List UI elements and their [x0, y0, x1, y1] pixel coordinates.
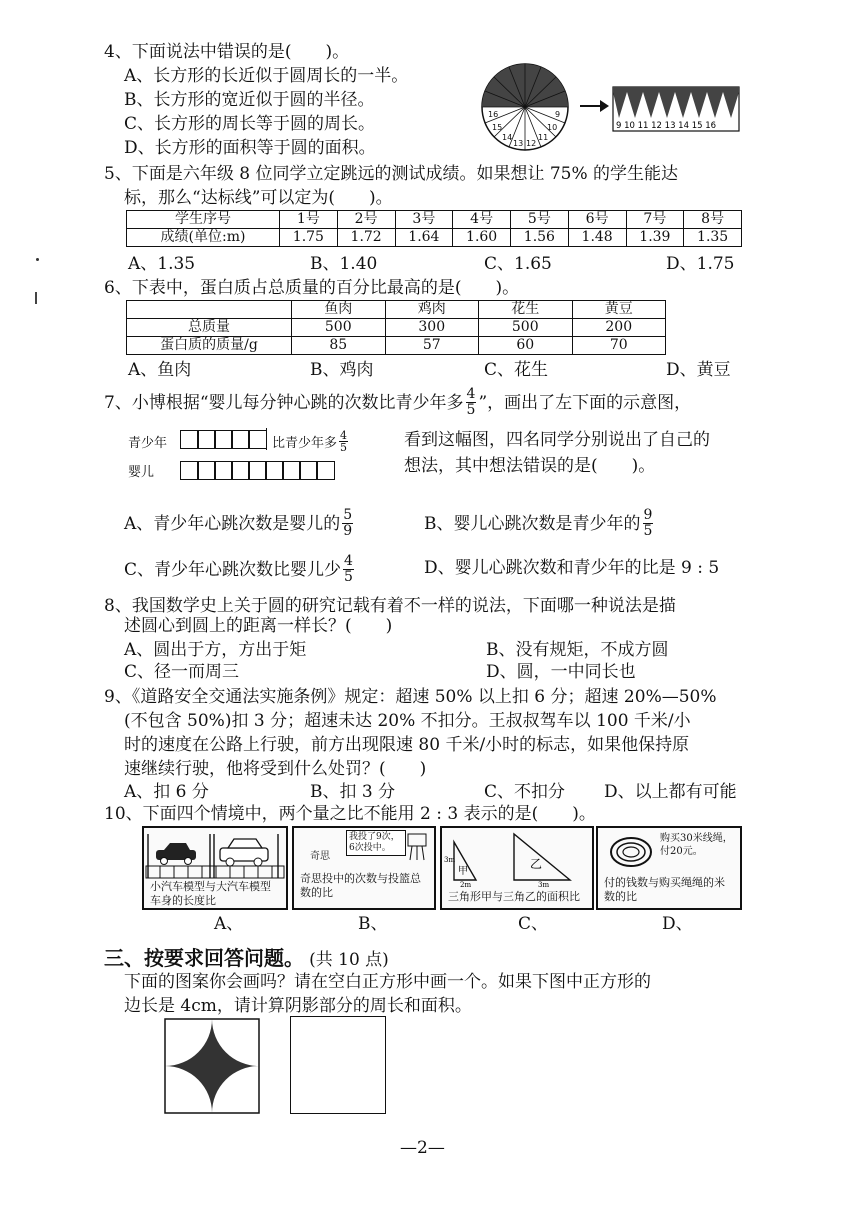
q6-cell: 300	[385, 319, 479, 337]
q5-value-cell: 1.64	[395, 229, 453, 247]
q5-header-cell: 3号	[395, 211, 453, 229]
blank-drawing-square[interactable]	[290, 1016, 386, 1114]
q4-rearranged-strip	[612, 86, 740, 132]
q9-line4: 速继续行驶，他将受到什么处罚？( )	[124, 759, 427, 779]
q5-value-cell: 1.56	[511, 229, 569, 247]
q7-compare-label: 比青少年多 $\frac{4}{5}$	[272, 429, 348, 454]
q5-value-cell: 1.60	[453, 229, 511, 247]
q10-bubble-b: 我投了9次，6次投中。	[346, 830, 406, 856]
q4-circle-diagram	[480, 62, 570, 152]
q6-total-row	[127, 319, 666, 337]
q6-cell: 57	[385, 337, 479, 355]
tri-label-jia: 甲	[458, 866, 468, 877]
q6-row2-label: 蛋白质的质量/g	[127, 337, 292, 355]
q6-cell: 500	[292, 319, 386, 337]
q5-option-c: C、1.65	[484, 254, 552, 274]
q7-teen-label: 青少年	[128, 436, 168, 451]
q6-stem: 6、下表中，蛋白质占总质量的百分比最高的是( )。	[104, 278, 520, 298]
q6-header-cell: 鱼肉	[292, 301, 386, 319]
section3-title: 三、按要求回答问题。	[104, 946, 304, 970]
q10-caption-c: 三角形甲与三角乙的面积比	[448, 890, 580, 903]
circle-num-9: 9	[555, 110, 561, 119]
circle-num-16: 16	[488, 110, 499, 119]
q9-line1: 9、《道路安全交通法实施条例》规定：超速 50% 以上扣 6 分；超速 20%—50%	[104, 687, 717, 707]
q10-caption-d: 付的钱数与购买绳绳的米数的比	[604, 876, 725, 903]
q4-stem: 4、下面说法中错误的是( )。	[104, 42, 350, 62]
q8-option-b: B、没有规矩，不成方圆	[486, 640, 669, 660]
q8-stem-line1: 8、我国数学史上关于圆的研究记载有着不一样的说法，下面哪一种说法是描	[104, 596, 676, 616]
q7-stem-a: 7、小博根据“婴儿每分钟心跳的次数比青少年多	[104, 392, 464, 413]
q4-arrow-icon	[578, 96, 610, 116]
q9-line3: 时的速度在公路上行驶，前方出现限速 80 千米/小时的标志，如果他保持原	[124, 735, 690, 755]
section3-line2: 边长是 4cm，请计算阴影部分的周长和面积。	[124, 996, 472, 1016]
q10-scene-b	[292, 826, 436, 910]
q6-option-b: B、鸡肉	[310, 360, 374, 380]
q5-header-cell: 4号	[453, 211, 511, 229]
q6-cell: 85	[292, 337, 386, 355]
q8-option-d: D、圆，一中同长也	[486, 662, 636, 682]
q4-option-d: D、长方形的面积等于圆的面积。	[124, 138, 376, 158]
q7-stem-b: ”，画出了左下面的示意图，	[478, 392, 692, 413]
q10-letter-b: B、	[358, 914, 388, 934]
q5-header-cell: 1号	[280, 211, 338, 229]
q5-row-label: 成绩(单位:m)	[127, 229, 280, 247]
q6-option-a: A、鱼肉	[128, 360, 192, 380]
rope-coil-icon	[606, 832, 656, 872]
q7-side-text2: 想法，其中想法错误的是( )。	[404, 456, 656, 476]
q6-corner-cell	[127, 301, 292, 319]
q7-compare-bracket	[266, 428, 268, 450]
q5-value-cell: 1.35	[684, 229, 742, 247]
q5-header-cell: 8号	[684, 211, 742, 229]
q5-value-row	[127, 229, 742, 247]
q5-header-cell: 6号	[568, 211, 626, 229]
q6-header-cell: 黄豆	[572, 301, 666, 319]
q5-option-a: A、1.35	[128, 254, 196, 274]
q5-value-cell: 1.72	[337, 229, 395, 247]
q10-letter-a: A、	[214, 914, 244, 934]
q7-baby-label: 婴儿	[128, 465, 155, 480]
q9-option-d: D、以上都有可能	[604, 782, 737, 802]
q6-option-c: C、花生	[484, 360, 549, 380]
q9-line2: (不包含 50%)扣 3 分；超速未达 20% 不扣分。王叔叔驾车以 100 千米/小	[124, 711, 691, 731]
circle-num-15: 15	[492, 123, 503, 132]
q10-caption-b: 奇思投中的次数与投篮总数的比	[300, 872, 421, 899]
page-number: —2—	[400, 1138, 445, 1158]
q8-stem-line2: 述圆心到圆上的距离一样长？( )	[124, 616, 393, 636]
q9-option-b: B、扣 3 分	[310, 782, 396, 802]
q5-value-cell: 1.75	[280, 229, 338, 247]
q10-letter-c: C、	[518, 914, 549, 934]
q4-option-b: B、长方形的宽近似于圆的半径。	[124, 90, 375, 110]
q7-option-d: D、婴儿心跳次数和青少年的比是 9 : 5	[424, 558, 720, 578]
q5-value-cell: 1.39	[626, 229, 684, 247]
circle-num-13: 13	[513, 139, 524, 148]
q5-header-cell: 7号	[626, 211, 684, 229]
q6-option-d: D、黄豆	[666, 360, 731, 380]
big-car-icon	[220, 839, 268, 866]
q10-scene-d	[596, 826, 742, 910]
q10-bubble-d: 购买30米线绳，付20元。	[660, 833, 733, 857]
q7-stem	[104, 387, 691, 418]
q10-scene-c	[440, 826, 594, 910]
q4-option-a: A、长方形的长近似于圆周长的一半。	[124, 66, 409, 86]
q7-option-c: C、青少年心跳次数比婴儿少 $\frac{4}{5}$	[124, 553, 353, 585]
strip-numbers: 9 10 11 12 13 14 15 16	[616, 121, 717, 131]
q9-option-c: C、不扣分	[484, 782, 566, 802]
circle-num-10: 10	[547, 123, 558, 132]
q5-value-cell: 1.48	[568, 229, 626, 247]
q10-letter-d: D、	[662, 914, 693, 934]
q5-header-cell: 2号	[337, 211, 395, 229]
q10-caption-a: 小汽车模型与大汽车模型车身的长度比	[150, 880, 271, 907]
q5-stem-line2: 标，那么“达标线”可以定为( )。	[124, 188, 393, 208]
margin-dot	[36, 258, 39, 261]
q7-fraction: $\frac{4}{5}$	[466, 386, 476, 418]
circle-num-14: 14	[502, 133, 513, 142]
section3-heading	[104, 942, 389, 972]
q6-cell: 500	[479, 319, 573, 337]
tri-label-yi: 乙	[530, 857, 543, 871]
q5-option-d: D、1.75	[666, 254, 735, 274]
q4-option-c: C、长方形的周长等于圆的周长。	[124, 114, 376, 134]
q6-header-cell: 花生	[479, 301, 573, 319]
q5-stem-line1: 5、下面是六年级 8 位同学立定跳远的测试成绩。如果想让 75% 的学生能达	[104, 164, 679, 184]
q10-name-b: 奇思	[310, 851, 330, 862]
q7-option-b: B、婴儿心跳次数是青少年的 $\frac{9}{5}$	[424, 507, 653, 539]
q5-score-table	[126, 210, 742, 247]
margin-mark	[35, 292, 41, 304]
q6-cell: 60	[479, 337, 573, 355]
q7-option-a: A、青少年心跳次数是婴儿的 $\frac{5}{9}$	[124, 507, 353, 539]
q6-cell: 70	[572, 337, 666, 355]
tri-label-b1: 2m	[460, 881, 472, 888]
triangles-illustration	[442, 828, 592, 888]
basketball-hoop-icon	[402, 832, 432, 862]
q8-option-c: C、径一而周三	[124, 662, 240, 682]
q6-cell: 200	[572, 319, 666, 337]
q10-stem: 10、下面四个情境中，两个量之比不能用 2 : 3 表示的是( )。	[104, 804, 596, 824]
q6-protein-table	[126, 300, 666, 355]
q9-option-a: A、扣 6 分	[124, 782, 209, 802]
small-car-icon	[156, 843, 196, 865]
q10-scene-a	[142, 826, 288, 910]
car-models-illustration	[144, 828, 286, 880]
section3-line1: 下面的图案你会画吗？请在空白正方形中画一个。如果下图中正方形的	[124, 972, 651, 992]
q5-option-b: B、1.40	[310, 254, 378, 274]
circle-num-11: 11	[538, 133, 549, 142]
q7-side-text1: 看到这幅图，四名同学分别说出了自己的	[404, 430, 710, 450]
q6-protein-row	[127, 337, 666, 355]
q5-header-label: 学生序号	[127, 211, 280, 229]
q6-header-cell: 鸡肉	[385, 301, 479, 319]
q5-header-cell: 5号	[511, 211, 569, 229]
q6-header-row	[127, 301, 666, 319]
circle-num-12: 12	[526, 139, 537, 148]
tri-label-b2: 3m	[538, 881, 550, 888]
q6-row1-label: 总质量	[127, 319, 292, 337]
q8-option-a: A、圆出于方，方出于矩	[124, 640, 307, 660]
q5-header-row	[127, 211, 742, 229]
tri-label-h1: 3m	[444, 856, 456, 864]
shaded-star-square	[164, 1018, 260, 1114]
section3-points: (共 10 点)	[309, 950, 389, 970]
